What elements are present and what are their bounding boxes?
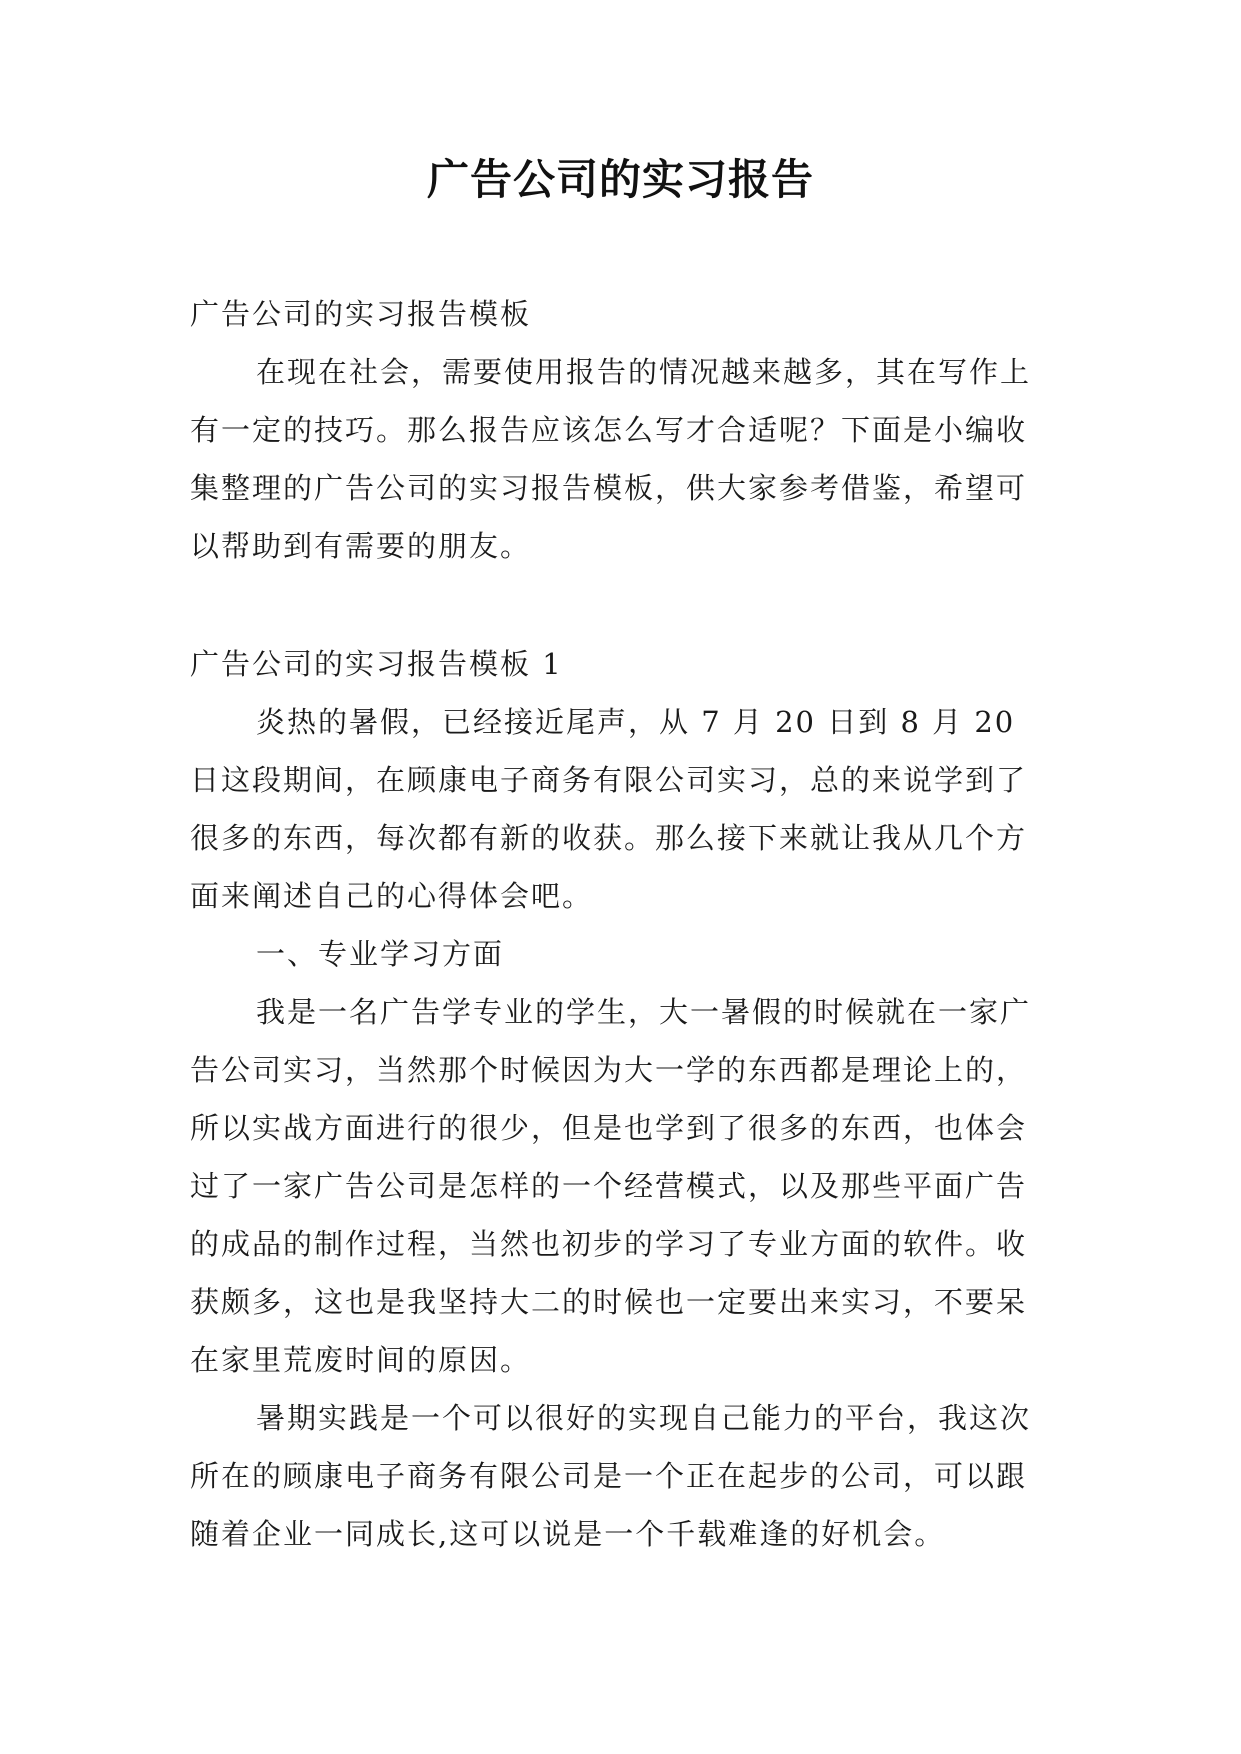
- section-heading-template-1: 广告公司的实习报告模板 1: [190, 647, 563, 681]
- intro-paragraph: 在现在社会，需要使用报告的情况越来越多，其在写作上有一定的技巧。那么报告应该怎么写才合适呢？下面是小编收集整理的广告公司的实习报告模板，供大家参考借鉴，希望可以帮助到有需要的朋友。: [190, 355, 1032, 563]
- section-heading-template: 广告公司的实习报告模板: [190, 297, 532, 331]
- intro-block: [190, 285, 1050, 575]
- section-1-block: [190, 635, 1050, 1563]
- document-title: 广告公司的实习报告: [426, 155, 814, 204]
- paragraph-summer-practice: 暑期实践是一个可以很好的实现自己能力的平台，我这次所在的顾康电子商务有限公司是一个正在起步的公司，可以跟随着企业一同成长,这可以说是一个千载难逢的好机会。: [190, 1401, 1032, 1551]
- paragraph-professional-study: 我是一名广告学专业的学生，大一暑假的时候就在一家广告公司实习，当然那个时候因为大一学的东西都是理论上的，所以实战方面进行的很少，但是也学到了很多的东西，也体会过了一家广告公司是怎样的一个经营模式，以及那些平面广告的成品的制作过程，当然也初步的学习了专业方面的软件。收获颇多，这也是我坚持大二的时候也一定要出来实习，不要呆在家里荒废时间的原因。: [190, 995, 1032, 1377]
- paragraph-summer-internship: 炎热的暑假，已经接近尾声，从 7 月 20 日到 8 月 20 日这段期间，在顾康电子商务有限公司实习，总的来说学到了很多的东西，每次都有新的收获。那么接下来就让我从几个方面来阐述自己的心得体会吧。: [190, 705, 1028, 913]
- subheading-professional-study: 一、专业学习方面: [256, 937, 505, 971]
